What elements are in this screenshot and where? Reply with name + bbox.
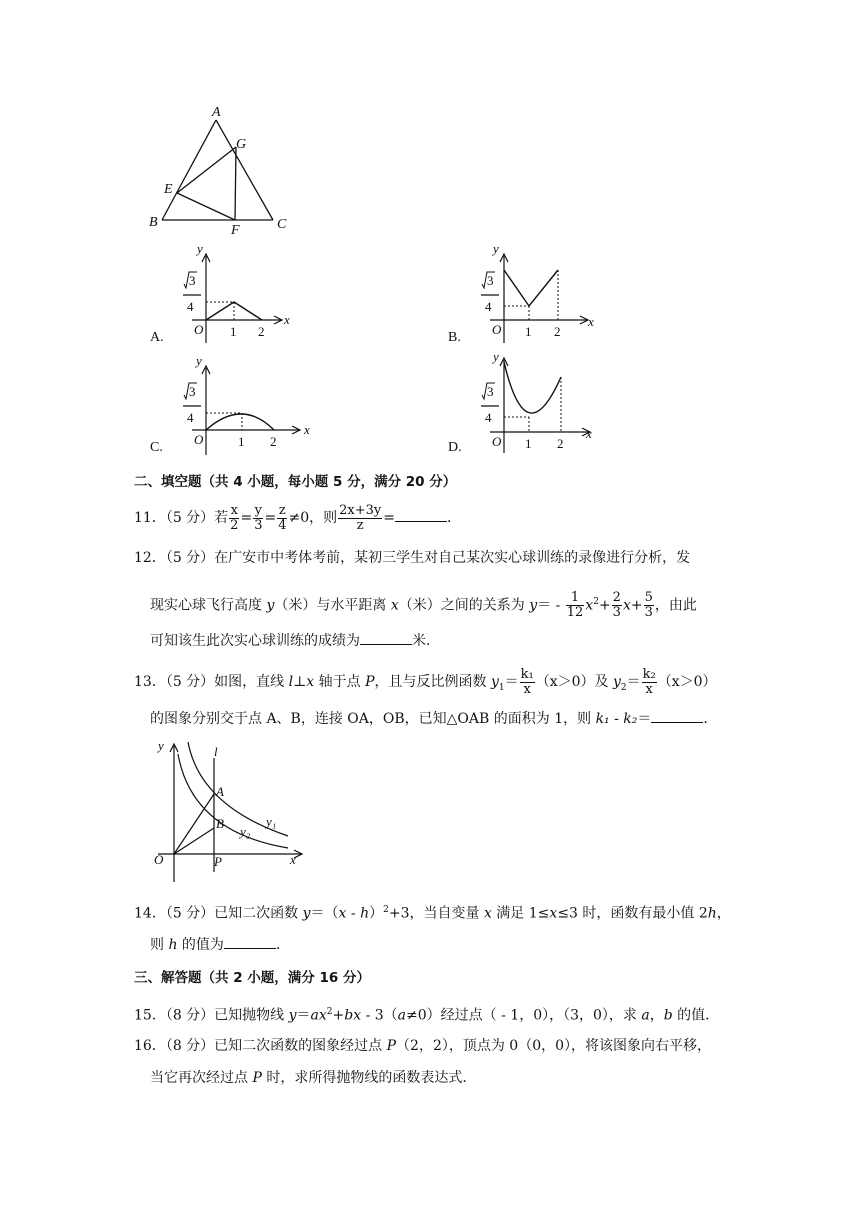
frac-den: 4 (485, 410, 492, 425)
q14-answer-blank[interactable] (224, 934, 276, 949)
question-16-line-2 (150, 1068, 476, 1088)
q12-plus1: + (598, 597, 611, 614)
option-a-graph (170, 238, 300, 348)
axis-y-label: y (493, 241, 499, 256)
question-11 (134, 500, 461, 536)
q12-frac-c: $\frac{5}{3}$ (644, 590, 653, 621)
q13-eq: ＝ (504, 674, 519, 690)
option-c-graph (170, 350, 320, 460)
q12-plus2: + (630, 597, 643, 614)
tick-1: 1 (230, 324, 237, 339)
fig-y2: y₂ (240, 824, 251, 839)
q11-end: ． (446, 510, 461, 526)
fig-y: y (158, 738, 164, 753)
q12-answer-blank[interactable] (360, 630, 412, 645)
q13-line2-end: ． (703, 711, 718, 727)
option-d-label[interactable]: D. (448, 440, 462, 455)
origin-label: O (194, 322, 204, 337)
q12-text-d: ＝ - (537, 597, 565, 614)
q15-var-bx: bx (344, 1007, 362, 1024)
q13-var-P: P (365, 674, 375, 690)
q12-text-e: ，由此 (654, 597, 697, 614)
fig-y1: y₁ (266, 814, 277, 829)
q12-line3-text: 可知该生此次实心球训练的成绩为 (150, 633, 360, 649)
q14-line2-a: 则 (150, 937, 169, 953)
label-C: C (277, 217, 287, 232)
q14-text-a: 14．（5 分）已知二次函数 (134, 905, 303, 922)
q13-var-y1: y (490, 674, 499, 690)
label-B: B (149, 215, 158, 230)
q12-text-b: （米）与水平距离 (274, 597, 391, 614)
q11-frac-2: $\frac{y}{3}$ (254, 502, 263, 533)
q14-var-h: h (360, 905, 370, 922)
sqrt-num: 3 (189, 384, 196, 399)
label-E: E (164, 182, 173, 197)
question-15 (134, 1002, 719, 1026)
q13-figure (148, 736, 308, 888)
q12-text-a: 现实心球飞行高度 (150, 597, 267, 614)
q12-var-x: x (390, 597, 399, 614)
q15-var-ax: ax (310, 1007, 327, 1024)
triangle-figure (140, 100, 300, 235)
question-12-line-2 (150, 584, 697, 624)
frac-den: 4 (187, 410, 194, 425)
q16-var-P: P (386, 1038, 397, 1054)
q13-sub2: 2 (620, 682, 627, 693)
question-16-line-1 (134, 1036, 711, 1056)
q13-text-c: 轴于点 (314, 674, 366, 690)
q15-var-y: y (288, 1007, 297, 1024)
q12-sq: 2 (593, 597, 599, 607)
axis-y-label: y (197, 241, 203, 256)
q13-frac-k1: $\frac{\text{k₁}}{x}$ (520, 666, 534, 697)
sqrt-num: 3 (487, 273, 494, 288)
q13-var-l: l (288, 674, 294, 690)
tick-2: 2 (258, 324, 265, 339)
label-G: G (236, 137, 247, 152)
label-F: F (231, 223, 240, 235)
q14-var-x2: x (483, 905, 492, 922)
section-2-title: 二、填空题（共 4 小题，每小题 5 分，满分 20 分） (134, 474, 457, 490)
q16-line2-a: 当它再次经过点 (150, 1070, 253, 1086)
q12-var-x2: x (585, 597, 594, 614)
q15-var-a3: a (641, 1007, 650, 1024)
q14-var-y: y (302, 905, 311, 922)
q13-sub1: 1 (498, 682, 505, 693)
q14-sq: 2 (383, 905, 389, 915)
tick-1: 1 (525, 324, 532, 339)
tick-2: 2 (554, 324, 561, 339)
q14-var-h2: h (707, 905, 717, 922)
q14-text-d: ） (369, 905, 384, 922)
label-A: A (212, 105, 221, 120)
q12-line3-end: 米． (412, 633, 440, 649)
q15-var-b2: b (663, 1007, 673, 1024)
q13-var-x: x (306, 674, 315, 690)
q14-line2-end: ． (275, 937, 290, 953)
sqrt-num: 3 (189, 273, 196, 288)
q16-line2-b: 时，求所得抛物线的函数表达式． (261, 1070, 477, 1086)
axis-y-label: y (493, 349, 499, 364)
fig-x: x (290, 852, 296, 867)
q12-text-c: （米）之间的关系为 (398, 597, 530, 614)
fig-l: l (214, 744, 218, 759)
q15-sq: 2 (326, 1007, 333, 1017)
q13-cond2: （x＞0） (657, 674, 717, 690)
sqrt-num: 3 (487, 384, 494, 399)
q15-text-e: ≠0）经过点（ - 1，0），（3，0），求 (406, 1007, 642, 1024)
axis-x-label: x (586, 426, 592, 441)
axis-x-label: x (588, 314, 594, 329)
q14-text-h: ， (716, 905, 731, 922)
q13-answer-blank[interactable] (651, 708, 703, 723)
question-12-line-1: 12．（5 分）在广安市中考体考前，某初三学生对自己某次实心球训练的录像进行分析，发 (134, 550, 691, 566)
tick-1: 1 (525, 436, 532, 451)
q13-text-d: ，且与反比例函数 (374, 674, 491, 690)
question-12-line-3 (150, 630, 440, 651)
q11-neq: ≠0，则 (288, 510, 338, 526)
q16-var-P2: P (252, 1070, 262, 1086)
q14-text-c: - (346, 905, 361, 922)
tick-2: 2 (270, 434, 277, 449)
q15-text-d: - 3（ (361, 1007, 398, 1024)
q14-text-e: +3，当自变量 (388, 905, 484, 922)
q12-var-y: y (266, 597, 275, 614)
q15-text-b: ＝ (296, 1007, 311, 1024)
q11-frac-3: $\frac{z}{4}$ (278, 502, 287, 533)
q14-var-h3: h (168, 937, 178, 953)
fig-P: P (214, 854, 222, 869)
q13-text-a: 13．（5 分）如图，直线 (134, 674, 289, 690)
q14-line2-b: 的值为 (177, 937, 224, 953)
q12-var-x3: x (622, 597, 631, 614)
q13-frac-k2: $\frac{\text{k₂}}{x}$ (642, 666, 656, 697)
q13-line2-text: 的图象分别交于点 A、B，连接 OA，OB，已知△OAB 的面积为 1，则 (150, 711, 596, 727)
q15-text-a: 15．（8 分）已知抛物线 (134, 1007, 289, 1024)
q12-frac-a: $\frac{1}{12}$ (566, 590, 584, 621)
question-14-line-2 (150, 934, 290, 955)
q14-text-f: 满足 1≤ (491, 905, 550, 922)
question-13-line-1 (134, 664, 717, 706)
option-b-label[interactable]: B. (448, 330, 461, 345)
q14-text-g: ≤3 时，函数有最小值 2 (557, 905, 708, 922)
q11-prefix: 11．（5 分）若 (134, 510, 229, 526)
q13-eq2: ＝ (626, 674, 641, 690)
q11-eq3: = (383, 510, 395, 526)
q11-frac-1: $\frac{x}{2}$ (230, 502, 239, 533)
q12-frac-b: $\frac{2}{3}$ (612, 590, 621, 621)
q15-var-a2: a (397, 1007, 407, 1024)
axis-x-label: x (304, 422, 310, 437)
fig-B: B (216, 816, 224, 831)
q13-line2-eq: ＝ (637, 711, 652, 727)
section-3-title: 三、解答题（共 2 小题，满分 16 分） (134, 970, 370, 986)
tick-2: 2 (557, 436, 564, 451)
fig-A: A (216, 784, 224, 799)
q15-text-g: 的值． (672, 1007, 720, 1024)
option-d-graph (468, 348, 598, 458)
tick-1: 1 (238, 434, 245, 449)
q16-text-b: （2，2），顶点为 0（0，0），将该图象向右平移， (396, 1038, 712, 1054)
q13-cond1: （x＞0）及 (535, 674, 613, 690)
fig-O: O (154, 852, 164, 867)
q14-var-x3: x (549, 905, 558, 922)
q16-text-a: 16．（8 分）已知二次函数的图象经过点 (134, 1038, 387, 1054)
option-a-label[interactable]: A. (150, 330, 164, 345)
origin-label: O (492, 322, 502, 337)
q11-eq1: = (240, 510, 253, 526)
question-14-line-1 (134, 900, 731, 924)
origin-label: O (492, 434, 502, 449)
origin-label: O (194, 432, 204, 447)
q12-var-y2: y (529, 597, 538, 614)
axis-x-label: x (284, 312, 290, 327)
question-13-line-2 (150, 708, 717, 729)
axis-y-label: y (196, 353, 202, 368)
frac-den: 4 (485, 299, 492, 314)
q15-text-f: ， (649, 1007, 664, 1024)
q14-var-x: x (338, 905, 347, 922)
q11-answer-blank[interactable] (395, 507, 447, 522)
q11-eq2: = (264, 510, 277, 526)
q13-k-diff: k₁ - k₂ (595, 711, 638, 727)
q15-text-c: + (332, 1007, 345, 1024)
option-c-label[interactable]: C. (150, 440, 163, 455)
option-b-graph (468, 238, 598, 348)
frac-den: 4 (187, 299, 194, 314)
q13-var-y2: y (612, 674, 621, 690)
q13-perp: ⊥ (293, 674, 307, 690)
q14-text-b: ＝（ (310, 905, 339, 922)
q11-frac-4: $\frac{2x+3y}{z}$ (339, 502, 382, 533)
